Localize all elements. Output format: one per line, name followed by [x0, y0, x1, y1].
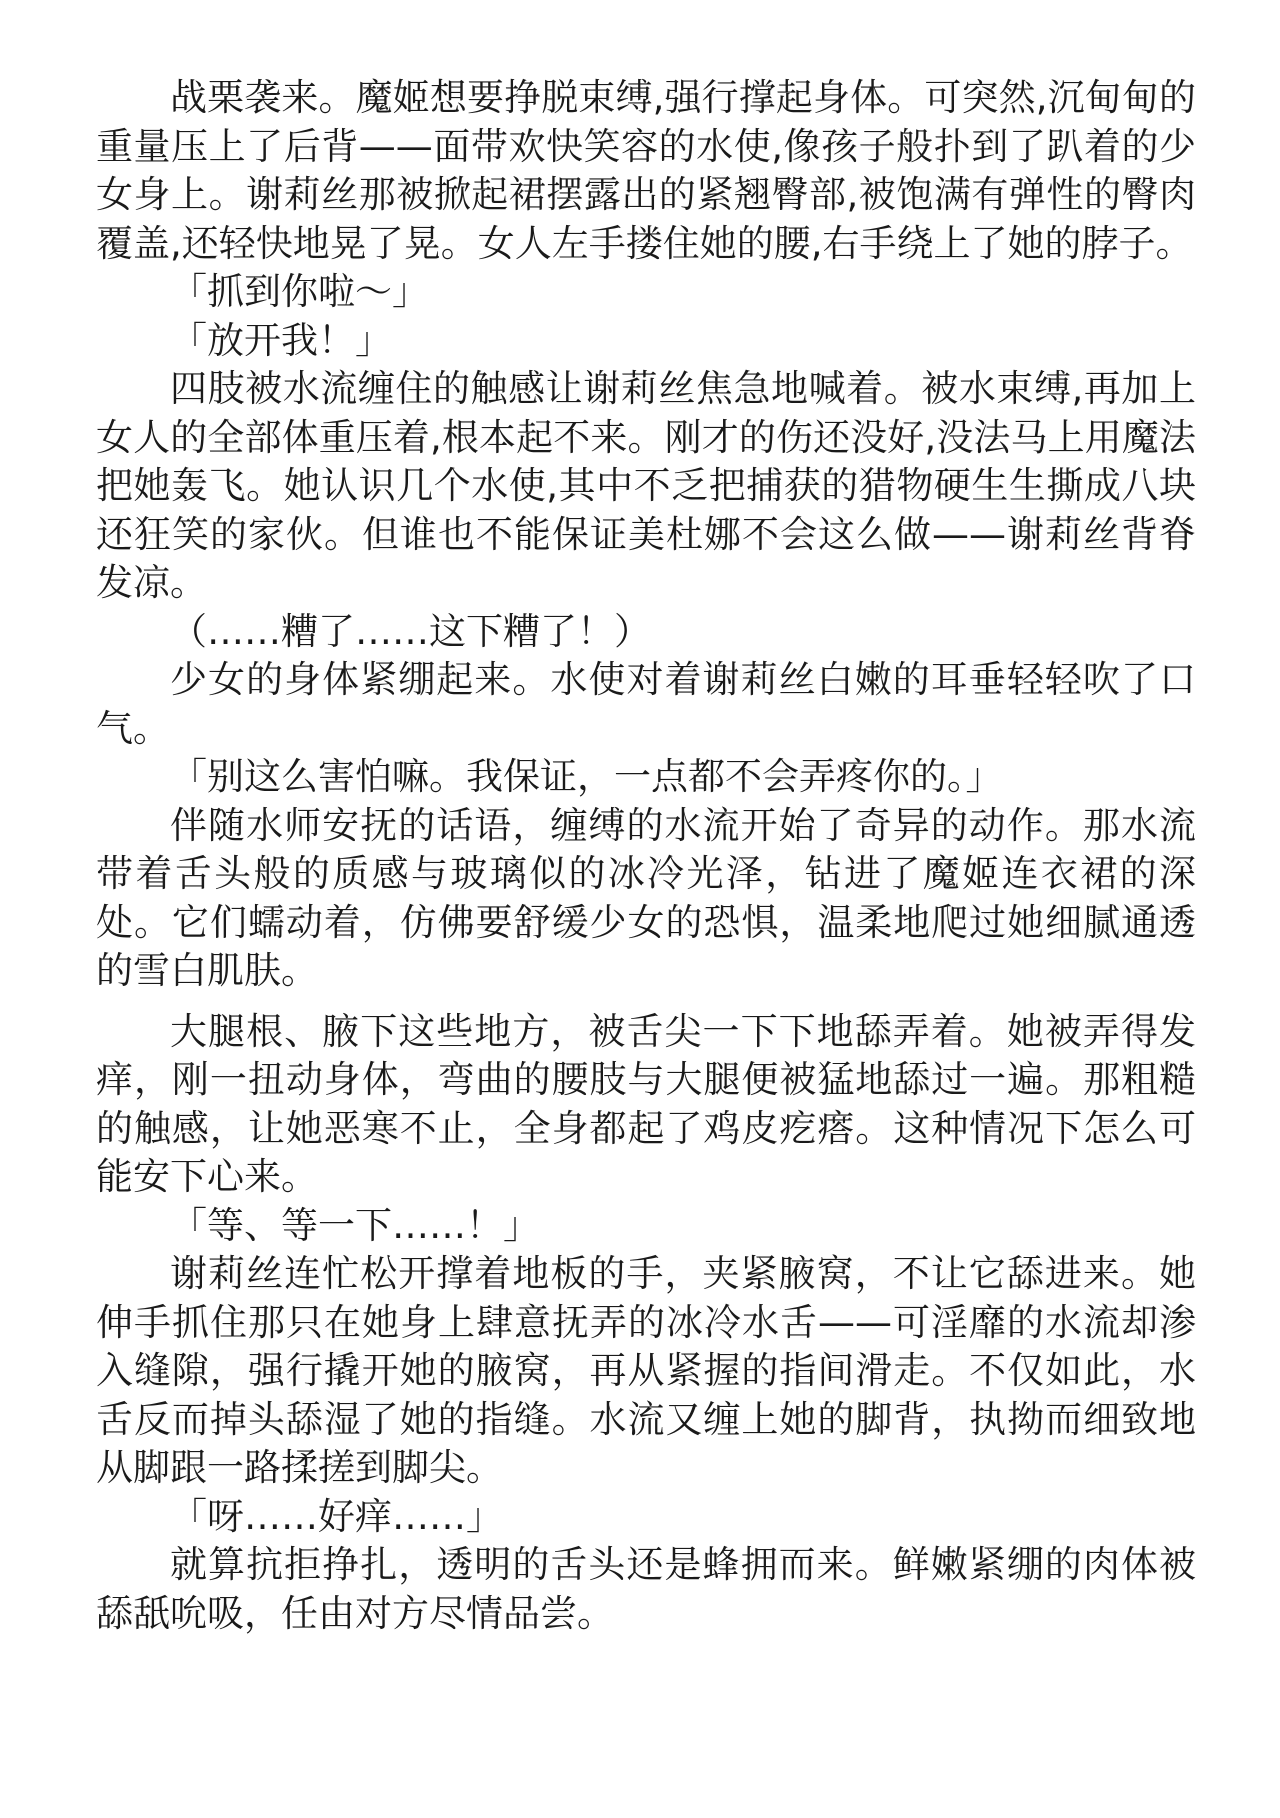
paragraph: 就算抗拒挣扎，透明的舌头还是蜂拥而来。鲜嫩紧绷的肉体被舔舐吮吸，任由对方尽情品尝。	[96, 1543, 1196, 1635]
paragraph: 伴随水师安抚的话语，缠缚的水流开始了奇异的动作。那水流带着舌头般的质感与玻璃似的冰冷光泽，钻进了魔姬连衣裙的深处。它们蠕动着，仿佛要舒缓少女的恐惧，温柔地爬过她细腻通透的雪白肌肤。	[96, 803, 1196, 992]
paragraph: 四肢被水流缠住的触感让谢莉丝焦急地喊着。被水束缚,再加上女人的全部体重压着,根本起不来。刚才的伤还没好,没法马上用魔法把她轰飞。她认识几个水使,其中不乏把捕获的猎物硬生生撕成八块还狂笑的家伙。但谁也不能保证美杜娜不会这么做——谢莉丝背脊发凉。	[96, 367, 1196, 604]
paragraph: 战栗袭来。魔姬想要挣脱束缚,强行撑起身体。可突然,沉甸甸的重量压上了后背——面带欢快笑容的水使,像孩子般扑到了趴着的少女身上。谢莉丝那被掀起裙摆露出的紧翘臀部,被饱满有弹性的臀肉覆盖,还轻快地晃了晃。女人左手搂住她的腰,右手绕上了她的脖子。	[96, 76, 1196, 265]
paragraph: 大腿根、腋下这些地方，被舌尖一下下地舔弄着。她被弄得发痒，刚一扭动身体，弯曲的腰肢与大腿便被猛地舔过一遍。那粗糙的触感，让她恶寒不止，全身都起了鸡皮疙瘩。这种情况下怎么可能安下心来。	[96, 1009, 1196, 1198]
dialogue-line: 「等、等一下……！」	[170, 1203, 540, 1247]
paragraph: 谢莉丝连忙松开撑着地板的手，夹紧腋窝，不让它舔进来。她伸手抓住那只在她身上肆意抚弄的冰冷水舌——可淫靡的水流却渗入缝隙，强行撬开她的腋窝，再从紧握的指间滑走。不仅如此，水舌反而掉头舔湿了她的指缝。水流又缠上她的脚背，执拗而细致地从脚跟一路揉搓到脚尖。	[96, 1252, 1196, 1489]
document-page	[96, 74, 1196, 1638]
dialogue-line: 「放开我！」	[170, 318, 392, 362]
dialogue-line: 「抓到你啦～」	[170, 270, 429, 313]
dialogue-line: 「别这么害怕嘛。我保证，一点都不会弄疼你的。」	[170, 755, 1003, 798]
inner-thought-line: （……糟了……这下糟了！）	[170, 609, 651, 653]
dialogue-line: 「呀……好痒……」	[170, 1494, 503, 1538]
paragraph: 少女的身体紧绷起来。水使对着谢莉丝白嫩的耳垂轻轻吹了口气。	[96, 658, 1196, 750]
